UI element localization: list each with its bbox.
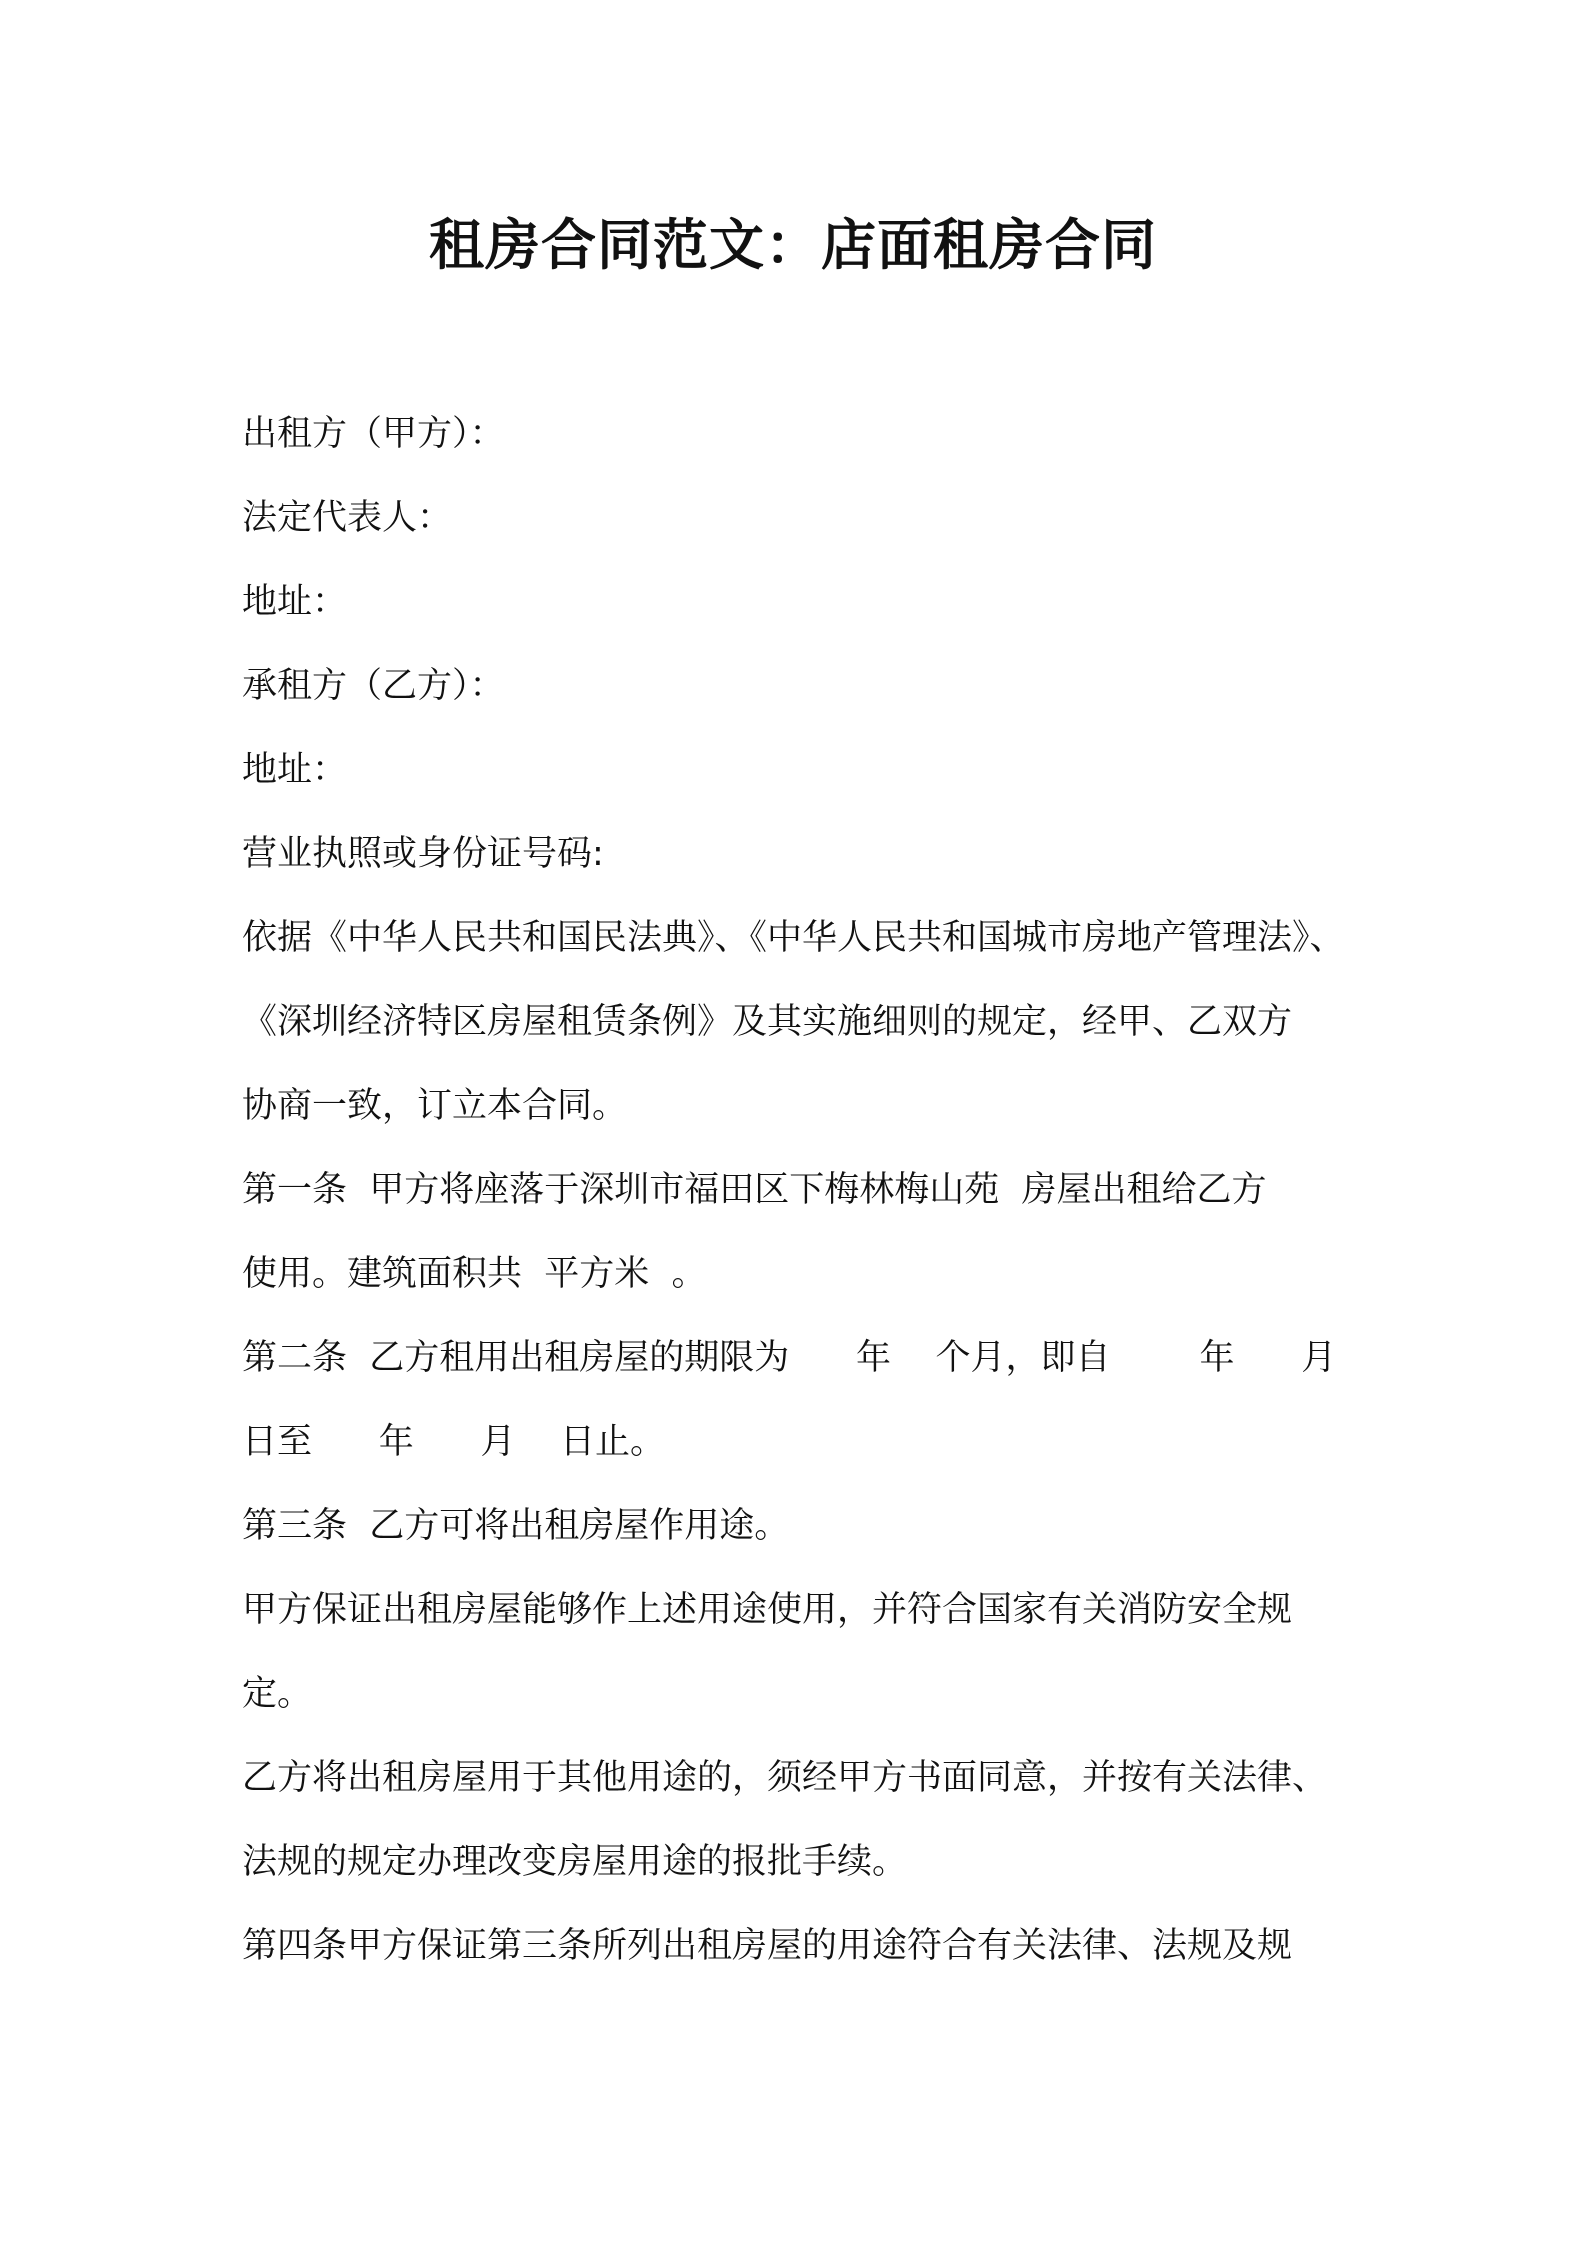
article-2-line-2: 日至 年 月 日止。 xyxy=(242,1422,666,1462)
article-2-line-1: 第二条 乙方租用出租房屋的期限为 年 个月，即自 年 月 xyxy=(242,1338,1337,1378)
use-change-line-2: 法规的规定办理改变房屋用途的报批手续。 xyxy=(242,1842,908,1882)
article-4-line-1: 第四条甲方保证第三条所列出租房屋的用途符合有关法律、法规及规 xyxy=(242,1926,1293,1966)
license-id-line: 营业执照或身份证号码: xyxy=(242,834,604,874)
document-body xyxy=(242,392,1362,1988)
lessor-address-line: 地址： xyxy=(242,582,348,622)
legal-basis-line-1: 依据《中华人民共和国民法典》、《中华人民共和国城市房地产管理法》、 xyxy=(242,918,1345,958)
article-1-line-1: 第一条 甲方将座落于深圳市福田区下梅林梅山苑 房屋出租给乙方 xyxy=(242,1170,1267,1210)
lessee-line: 承租方（乙方）： xyxy=(242,666,505,706)
document-title: 租房合同范文：店面租房合同 xyxy=(428,213,1157,277)
use-change-line-1: 乙方将出租房屋用于其他用途的，须经甲方书面同意，并按有关法律、 xyxy=(242,1758,1328,1798)
legal-basis-line-3: 协商一致，订立本合同。 xyxy=(242,1086,628,1126)
lessee-address-line: 地址： xyxy=(242,750,348,790)
article-3-line: 第三条 乙方可将出租房屋作用途。 xyxy=(242,1506,790,1546)
legal-basis-line-2: 《深圳经济特区房屋租赁条例》及其实施细则的规定，经甲、乙双方 xyxy=(242,1002,1293,1042)
lessor-guarantee-line-2: 定。 xyxy=(242,1674,313,1714)
lessor-guarantee-line-1: 甲方保证出租房屋能够作上述用途使用，并符合国家有关消防安全规 xyxy=(242,1590,1293,1630)
legal-representative-line: 法定代表人： xyxy=(242,498,453,538)
lessor-line: 出租方（甲方）： xyxy=(242,414,505,454)
article-1-line-2: 使用。建筑面积共 平方米 。 xyxy=(242,1254,707,1294)
